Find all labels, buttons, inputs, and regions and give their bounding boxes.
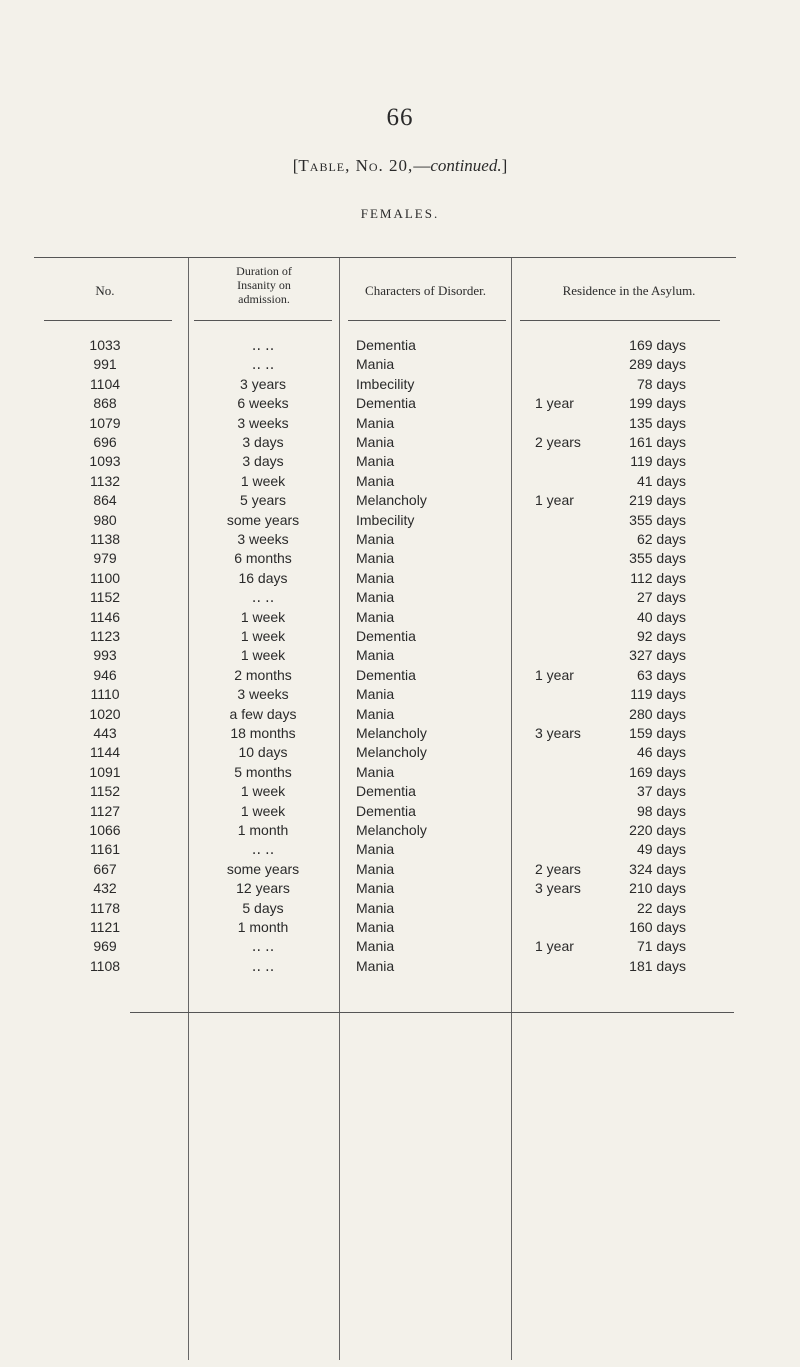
header-bottom-rule-no bbox=[44, 320, 172, 321]
row-character: Mania bbox=[356, 531, 395, 547]
row-character: Mania bbox=[356, 569, 395, 586]
table-row bbox=[0, 548, 800, 568]
row-character: Mania bbox=[356, 919, 395, 935]
row-duration: ‥ ‥ bbox=[251, 938, 275, 955]
row-number: 1178 bbox=[89, 899, 121, 916]
row-residence-days: 159 days bbox=[629, 725, 686, 741]
table-row bbox=[0, 510, 800, 530]
row-number: 1152 bbox=[89, 589, 121, 606]
table-row bbox=[0, 568, 800, 588]
row-residence-days: 22 days bbox=[636, 899, 686, 916]
row-residence-days: 78 days bbox=[636, 375, 686, 392]
row-residence-years: 2 years bbox=[535, 860, 581, 877]
row-duration: 1 week bbox=[240, 628, 286, 644]
header-bottom-rule-duration bbox=[194, 320, 332, 321]
row-duration: 1 month bbox=[237, 919, 289, 935]
table-row bbox=[0, 471, 800, 491]
header-duration-line-2: Insanity on bbox=[237, 278, 291, 292]
row-duration: 10 days bbox=[238, 744, 288, 761]
title-continued: continued. bbox=[430, 156, 502, 175]
row-duration: 5 days bbox=[242, 899, 284, 916]
row-duration: ‥ ‥ bbox=[251, 957, 275, 974]
row-residence-days: 63 days bbox=[636, 666, 686, 683]
row-number: 1110 bbox=[90, 686, 120, 703]
row-character: Dementia bbox=[356, 628, 416, 644]
row-number: 1066 bbox=[89, 822, 121, 838]
header-character: Characters of Disorder. bbox=[365, 283, 486, 298]
table-row bbox=[0, 335, 800, 355]
row-duration: a few days bbox=[229, 705, 297, 722]
header-bottom-rule-character bbox=[348, 320, 506, 321]
row-residence-days: 27 days bbox=[636, 589, 686, 606]
row-residence-days: 169 days bbox=[629, 763, 686, 780]
row-residence-days: 41 days bbox=[636, 472, 686, 489]
row-duration: 3 years bbox=[240, 375, 286, 392]
row-duration: ‥ ‥ bbox=[251, 356, 275, 373]
table-row bbox=[0, 839, 800, 859]
row-number: 1132 bbox=[89, 472, 121, 489]
row-duration: 1 week bbox=[240, 802, 286, 819]
table-row bbox=[0, 413, 800, 433]
table-row bbox=[0, 665, 800, 685]
row-residence-years: 3 years bbox=[535, 880, 581, 897]
row-residence-days: 135 days bbox=[629, 414, 686, 431]
row-number: 667 bbox=[93, 860, 117, 877]
row-number: 1100 bbox=[89, 569, 121, 586]
row-character: Mania bbox=[356, 705, 395, 722]
row-residence-days: 210 days bbox=[629, 880, 686, 897]
table-row bbox=[0, 742, 800, 762]
row-residence-days: 98 days bbox=[636, 802, 686, 819]
header-duration-line-3: admission. bbox=[238, 292, 290, 306]
row-number: 1123 bbox=[89, 628, 121, 644]
row-duration: ‥ ‥ bbox=[251, 841, 275, 858]
row-residence-days: 199 days bbox=[629, 395, 686, 412]
row-duration: 6 weeks bbox=[237, 395, 289, 412]
row-number: 946 bbox=[93, 666, 117, 683]
row-character: Mania bbox=[356, 608, 395, 625]
row-duration: 1 month bbox=[237, 822, 289, 838]
row-number: 1161 bbox=[89, 841, 121, 858]
table-row bbox=[0, 645, 800, 665]
row-character: Mania bbox=[356, 550, 395, 567]
table-row bbox=[0, 820, 800, 840]
row-character: Mania bbox=[356, 899, 395, 916]
table-row bbox=[0, 917, 800, 937]
title-dash: — bbox=[413, 156, 431, 175]
table-row bbox=[0, 723, 800, 743]
row-character: Dementia bbox=[356, 666, 416, 683]
row-residence-days: 169 days bbox=[629, 337, 686, 353]
row-number: 1146 bbox=[89, 608, 121, 625]
row-character: Melancholy bbox=[356, 492, 427, 509]
row-duration: ‥ ‥ bbox=[251, 337, 275, 353]
row-number: 1079 bbox=[89, 414, 121, 431]
row-character: Melancholy bbox=[356, 744, 427, 761]
row-character: Mania bbox=[356, 686, 395, 703]
row-duration: ‥ ‥ bbox=[251, 589, 275, 606]
table-row bbox=[0, 898, 800, 918]
row-number: 979 bbox=[93, 550, 117, 567]
row-number: 1138 bbox=[89, 531, 121, 547]
row-residence-days: 62 days bbox=[636, 531, 686, 547]
row-residence-days: 46 days bbox=[636, 744, 686, 761]
row-residence-days: 119 days bbox=[630, 686, 686, 703]
row-residence-days: 160 days bbox=[629, 919, 686, 935]
row-residence-years: 1 year bbox=[535, 938, 574, 955]
table-row bbox=[0, 354, 800, 374]
row-residence-days: 324 days bbox=[629, 860, 686, 877]
row-character: Mania bbox=[356, 647, 395, 664]
row-character: Dementia bbox=[356, 783, 416, 800]
row-residence-days: 220 days bbox=[629, 822, 686, 838]
row-duration: 12 years bbox=[236, 880, 290, 897]
row-character: Dementia bbox=[356, 395, 416, 412]
row-duration: 2 months bbox=[234, 666, 292, 683]
row-residence-days: 92 days bbox=[636, 628, 686, 644]
row-number: 980 bbox=[93, 511, 117, 528]
header-no: No. bbox=[95, 283, 115, 298]
row-duration: 1 week bbox=[240, 608, 286, 625]
table-row bbox=[0, 859, 800, 879]
title-close-bracket: ] bbox=[501, 156, 508, 175]
row-residence-days: 355 days bbox=[629, 550, 686, 567]
row-number: 1104 bbox=[89, 375, 121, 392]
table-row bbox=[0, 956, 800, 976]
row-character: Mania bbox=[356, 589, 395, 606]
table-bottom-rule bbox=[130, 1012, 734, 1013]
row-character: Mania bbox=[356, 472, 395, 489]
row-residence-days: 37 days bbox=[636, 783, 686, 800]
table-row bbox=[0, 626, 800, 646]
row-character: Imbecility bbox=[356, 375, 415, 392]
row-character: Mania bbox=[356, 841, 395, 858]
header-residence: Residence in the Asylum. bbox=[562, 283, 696, 298]
table-row bbox=[0, 781, 800, 801]
row-duration: 3 weeks bbox=[237, 531, 289, 547]
row-residence-days: 280 days bbox=[629, 705, 686, 722]
row-character: Mania bbox=[356, 880, 395, 897]
row-character: Mania bbox=[356, 957, 395, 974]
row-residence-days: 112 days bbox=[630, 569, 686, 586]
table-row bbox=[0, 878, 800, 898]
row-residence-years: 1 year bbox=[535, 492, 574, 509]
row-residence-years: 1 year bbox=[535, 666, 574, 683]
page-number: 66 bbox=[386, 104, 414, 131]
table-row bbox=[0, 587, 800, 607]
row-number: 864 bbox=[93, 492, 117, 509]
row-residence-days: 161 days bbox=[629, 434, 686, 450]
row-character: Dementia bbox=[356, 337, 416, 353]
row-character: Mania bbox=[356, 938, 395, 955]
table-row bbox=[0, 490, 800, 510]
row-residence-days: 119 days bbox=[630, 453, 686, 470]
row-residence-days: 181 days bbox=[629, 957, 686, 974]
row-number: 868 bbox=[93, 395, 117, 412]
row-character: Imbecility bbox=[356, 511, 415, 528]
row-residence-years: 2 years bbox=[535, 434, 581, 450]
row-number: 1152 bbox=[89, 783, 121, 800]
row-number: 1091 bbox=[89, 763, 121, 780]
row-number: 1108 bbox=[89, 957, 121, 974]
row-number: 443 bbox=[93, 725, 117, 741]
row-character: Melancholy bbox=[356, 822, 427, 838]
row-number: 1093 bbox=[89, 453, 121, 470]
table-row bbox=[0, 393, 800, 413]
table-row bbox=[0, 374, 800, 394]
row-character: Dementia bbox=[356, 802, 416, 819]
row-duration: 18 months bbox=[230, 725, 296, 741]
row-residence-days: 71 days bbox=[636, 938, 686, 955]
row-duration: 16 days bbox=[238, 569, 288, 586]
title-table-label: Table, No. 20, bbox=[298, 156, 414, 175]
row-character: Melancholy bbox=[356, 725, 427, 741]
row-residence-days: 289 days bbox=[629, 356, 686, 373]
row-number: 969 bbox=[93, 938, 117, 955]
row-number: 1127 bbox=[89, 802, 121, 819]
row-duration: 5 months bbox=[234, 763, 292, 780]
row-number: 1121 bbox=[89, 919, 121, 935]
header-top-rule bbox=[34, 257, 736, 258]
table-row bbox=[0, 451, 800, 471]
table-row bbox=[0, 704, 800, 724]
row-character: Mania bbox=[356, 356, 395, 373]
header-duration bbox=[190, 264, 338, 306]
row-residence-days: 355 days bbox=[629, 511, 686, 528]
table-row bbox=[0, 529, 800, 549]
table-row bbox=[0, 936, 800, 956]
row-number: 1033 bbox=[89, 337, 121, 353]
row-number: 993 bbox=[93, 647, 117, 664]
table-row bbox=[0, 607, 800, 627]
row-character: Mania bbox=[356, 414, 395, 431]
row-duration: 1 week bbox=[240, 472, 286, 489]
row-character: Mania bbox=[356, 453, 395, 470]
header-bottom-rule-residence bbox=[520, 320, 720, 321]
row-residence-days: 327 days bbox=[629, 647, 686, 664]
row-number: 1020 bbox=[89, 705, 121, 722]
row-residence-days: 219 days bbox=[629, 492, 686, 509]
table-row bbox=[0, 432, 800, 452]
row-duration: 1 week bbox=[240, 783, 286, 800]
row-duration: some years bbox=[226, 860, 300, 877]
table-row bbox=[0, 762, 800, 782]
row-residence-days: 49 days bbox=[636, 841, 686, 858]
row-character: Mania bbox=[356, 763, 395, 780]
row-duration: 3 days bbox=[242, 434, 284, 450]
table-title bbox=[0, 156, 800, 176]
row-number: 432 bbox=[93, 880, 117, 897]
row-residence-years: 3 years bbox=[535, 725, 581, 741]
row-character: Mania bbox=[356, 860, 395, 877]
row-character: Mania bbox=[356, 434, 395, 450]
header-duration-line-1: Duration of bbox=[236, 264, 292, 278]
row-duration: 3 weeks bbox=[237, 686, 289, 703]
row-duration: some years bbox=[226, 511, 300, 528]
table-row bbox=[0, 801, 800, 821]
row-duration: 1 week bbox=[240, 647, 286, 664]
row-residence-days: 40 days bbox=[636, 608, 686, 625]
section-heading: FEMALES. bbox=[360, 206, 440, 221]
row-number: 991 bbox=[93, 356, 117, 373]
row-number: 1144 bbox=[89, 744, 121, 761]
title-open-bracket: [ bbox=[292, 156, 299, 175]
row-number: 696 bbox=[93, 434, 117, 450]
row-duration: 5 years bbox=[240, 492, 286, 509]
row-duration: 3 weeks bbox=[237, 414, 289, 431]
row-duration: 3 days bbox=[242, 453, 284, 470]
row-duration: 6 months bbox=[234, 550, 292, 567]
table-row bbox=[0, 684, 800, 704]
row-residence-years: 1 year bbox=[535, 395, 574, 412]
